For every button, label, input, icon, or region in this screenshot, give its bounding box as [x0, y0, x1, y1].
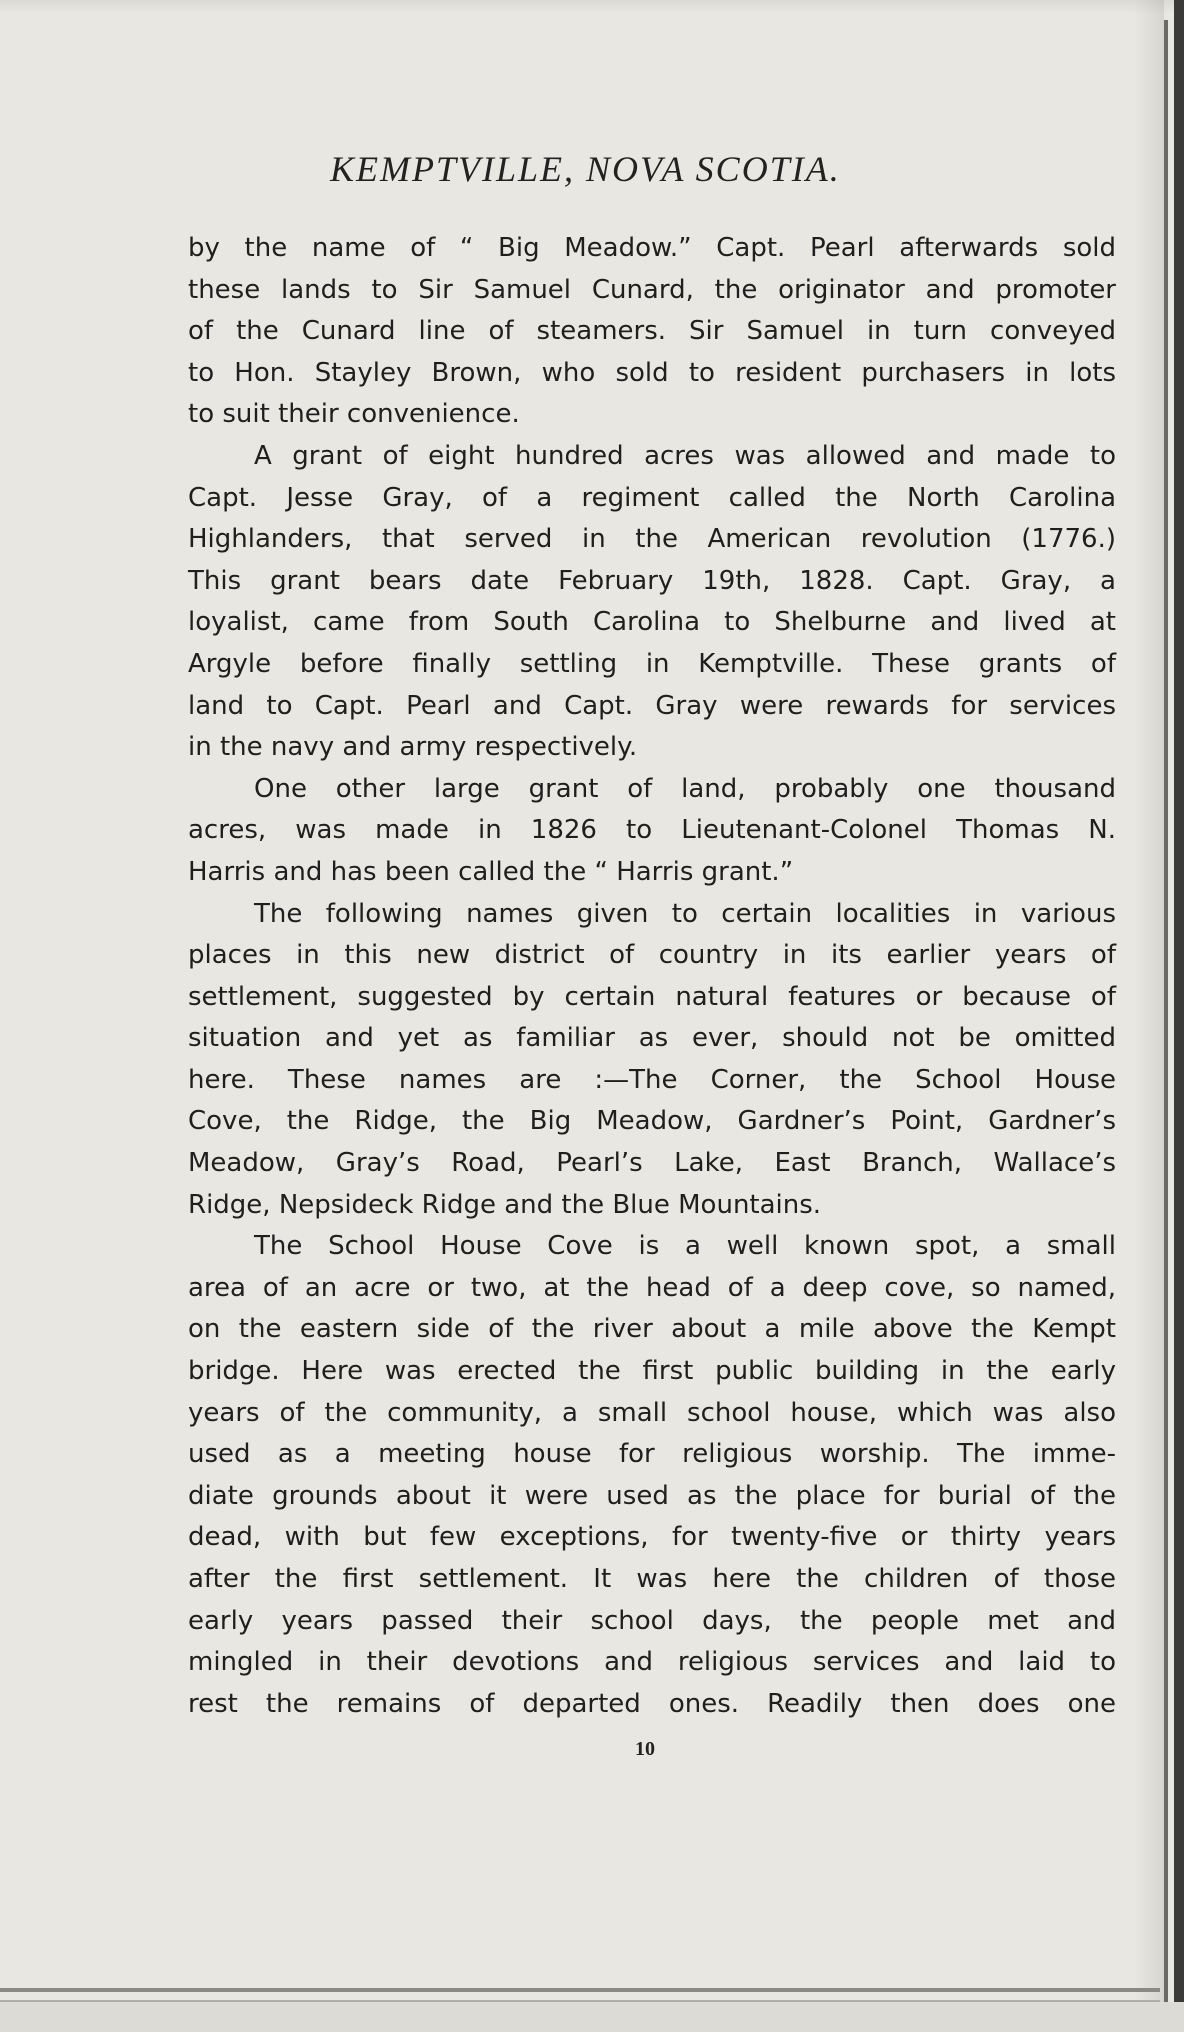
text-line: Harris and has been called the “ Harris grant.”: [188, 856, 794, 887]
text-line: diate grounds about it were used as the place for burial of the: [188, 1480, 1116, 1511]
book-binding-edge: [1174, 0, 1184, 2032]
text-line: rest the remains of departed ones. Readily then does one: [188, 1688, 1116, 1719]
text-line: One other large grant of land, probably one thousand: [254, 773, 1116, 804]
text-line: This grant bears date February 19th, 1828. Capt. Gray, a: [188, 565, 1116, 596]
text-line: Capt. Jesse Gray, of a regiment called the North Carolina: [188, 482, 1116, 513]
page-right-edge-line: [1164, 20, 1168, 2032]
text-line: mingled in their devotions and religious services and laid to: [188, 1647, 1116, 1678]
text-line: places in this new district of country in its earlier years of: [188, 940, 1116, 971]
body-text: [188, 228, 1116, 1725]
text-line: loyalist, came from South Carolina to Shelburne and lived at: [188, 607, 1116, 638]
page-top-shadow: [0, 0, 1184, 14]
text-line: land to Capt. Pearl and Capt. Gray were rewards for services: [188, 690, 1116, 721]
text-line: in the navy and army respectively.: [188, 732, 638, 763]
text-line: used as a meeting house for religious worship. The imme-: [188, 1439, 1116, 1470]
text-line: Argyle before finally settling in Kemptville. These grants of: [188, 648, 1116, 679]
page-right-shadow: [1134, 0, 1164, 2032]
text-line: settlement, suggested by certain natural features or because of: [188, 981, 1116, 1012]
text-line: Cove, the Ridge, the Big Meadow, Gardner’s Point, Gardner’s: [188, 1106, 1116, 1137]
text-line: on the eastern side of the river about a mile above the Kempt: [188, 1314, 1116, 1345]
text-line: dead, with but few exceptions, for twenty-five or thirty years: [188, 1522, 1116, 1553]
text-line: area of an acre or two, at the head of a deep cove, so named,: [188, 1272, 1116, 1303]
text-line: The following names given to certain localities in various: [254, 898, 1116, 929]
running-head: KEMPTVILLE, NOVA SCOTIA.: [330, 149, 841, 189]
text-line: A grant of eight hundred acres was allowed and made to: [254, 440, 1116, 471]
text-line: years of the community, a small school house, which was also: [188, 1397, 1116, 1428]
text-line: acres, was made in 1826 to Lieutenant-Colonel Thomas N.: [188, 815, 1116, 846]
text-line: by the name of “ Big Meadow.” Capt. Pearl afterwards sold: [188, 233, 1116, 263]
text-line: here. These names are :—The Corner, the School House: [188, 1064, 1116, 1095]
text-line: situation and yet as familiar as ever, should not be omitted: [188, 1023, 1116, 1054]
text-line: of the Cunard line of steamers. Sir Samuel in turn conveyed: [188, 316, 1116, 347]
text-line: bridge. Here was erected the first public building in the early: [188, 1356, 1116, 1387]
page-number: 10: [635, 1738, 655, 1760]
page-bottom-margin: [0, 2002, 1184, 2032]
text-line: these lands to Sir Samuel Cunard, the originator and promoter: [188, 274, 1116, 305]
text-line: Meadow, Gray’s Road, Pearl’s Lake, East Branch, Wallace’s: [188, 1148, 1116, 1179]
text-line: early years passed their school days, the people met and: [188, 1605, 1116, 1636]
text-line: The School House Cove is a well known spot, a small: [254, 1231, 1116, 1262]
text-line: Ridge, Nepsideck Ridge and the Blue Mountains.: [188, 1189, 822, 1220]
text-line: after the first settlement. It was here the children of those: [188, 1564, 1116, 1594]
text-line: Highlanders, that served in the American revolution (1776.): [188, 524, 1116, 555]
page-bottom-edge-line: [0, 1988, 1160, 1992]
text-line: to Hon. Stayley Brown, who sold to resident purchasers in lots: [188, 357, 1116, 388]
text-line: to suit their convenience.: [188, 399, 520, 430]
